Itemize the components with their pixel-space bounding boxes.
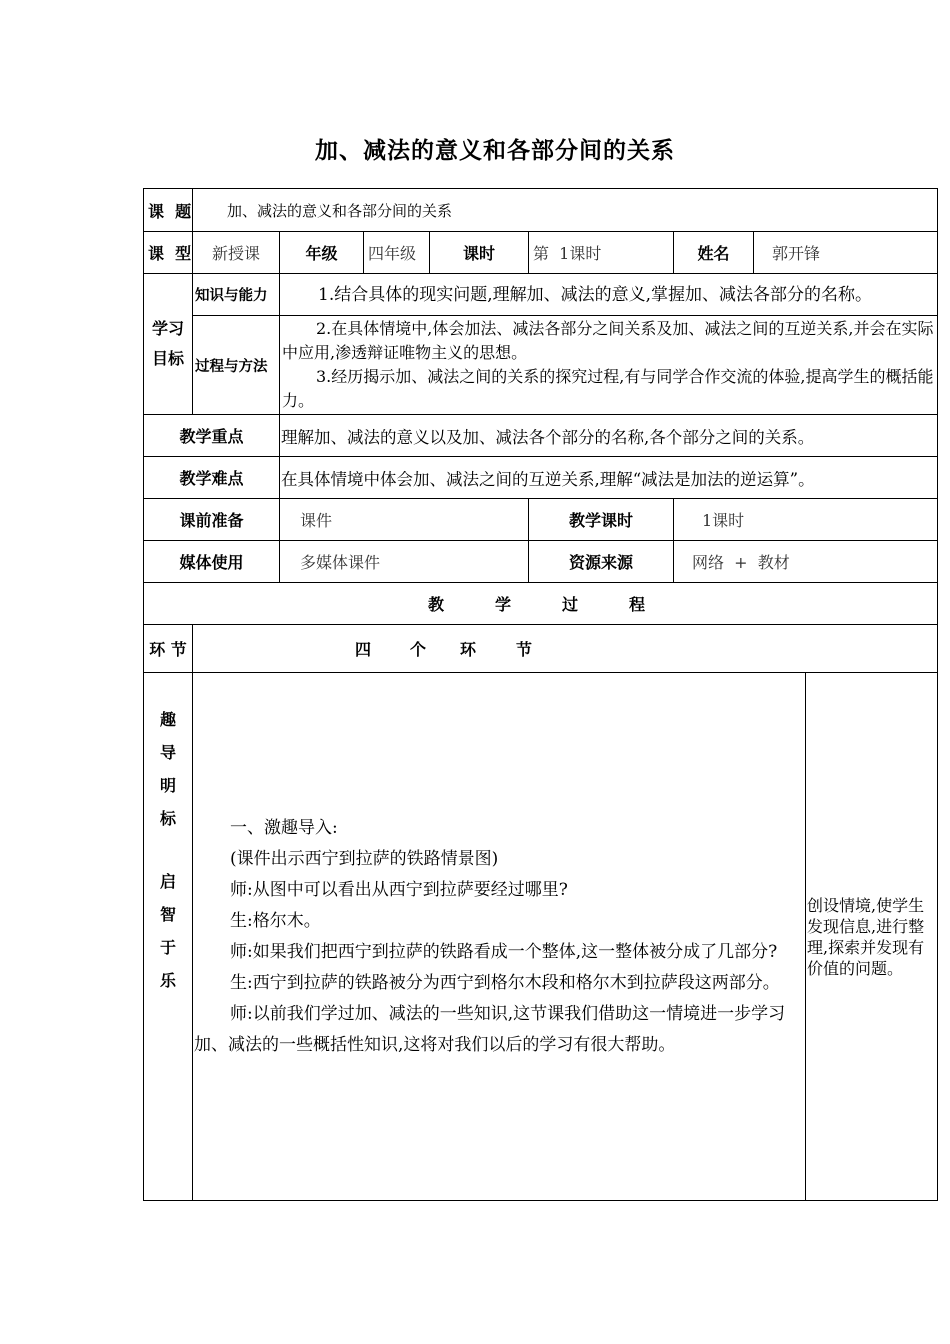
process-heading-row [144, 583, 938, 625]
period-value: 第 1课时 [529, 232, 674, 274]
process-label: 过程与方法 [193, 316, 280, 415]
knowledge-text: 1.结合具体的现实问题,理解加、减法的意义,掌握加、减法各部分的名称。 [318, 284, 873, 305]
type-label: 课 型 [144, 232, 193, 274]
hours-label: 教学课时 [529, 499, 674, 541]
source-label: 资源来源 [529, 541, 674, 583]
stage-value-char: 节 [516, 640, 533, 659]
difficulty-text: 在具体情境中体会加、减法之间的互逆关系,理解“减法是加法的逆运算”。 [280, 457, 938, 499]
objectives-label [144, 274, 193, 415]
section1-content [193, 673, 806, 1201]
process-text-cell [280, 316, 938, 415]
hours-value: 1课时 [674, 499, 938, 541]
content-line: 生:格尔木。 [230, 910, 321, 931]
topic-row [144, 189, 938, 232]
side-char: 于 [159, 938, 176, 957]
content-line: 师:如果我们把西宁到拉萨的铁路看成一个整体,这一整体被分成了几部分? [230, 941, 778, 962]
prep-value: 课件 [280, 499, 529, 541]
type-row [144, 232, 938, 274]
side-char: 标 [159, 809, 176, 828]
prep-label: 课前准备 [144, 499, 280, 541]
objectives-label-text: 学习目标 [151, 319, 184, 368]
stage-value-char: 四 [355, 640, 372, 659]
content-line: 生:西宁到拉萨的铁路被分为西宁到格尔木段和格尔木到拉萨段这两部分。 [230, 972, 780, 993]
stage-value-char: 环 [460, 640, 477, 659]
focus-row [144, 415, 938, 457]
stage-value [193, 625, 938, 673]
knowledge-text-cell [280, 274, 938, 316]
side-char: 乐 [159, 971, 176, 990]
focus-label: 教学重点 [144, 415, 280, 457]
difficulty-row [144, 457, 938, 499]
side-char: 趣 [159, 710, 176, 729]
topic-value [193, 189, 938, 232]
section1-side-label [144, 673, 193, 1201]
side-char: 导 [159, 743, 176, 762]
difficulty-label: 教学难点 [144, 457, 280, 499]
process-heading-char: 学 [495, 595, 512, 614]
content-line: 一、激趣导入: [230, 817, 338, 838]
stage-label: 环 节 [144, 625, 193, 673]
document-title: 加、减法的意义和各部分间的关系 [315, 138, 675, 164]
prep-row [144, 499, 938, 541]
name-label: 姓名 [674, 232, 754, 274]
focus-text: 理解加、减法的意义以及加、减法各个部分的名称,各个部分之间的关系。 [280, 415, 938, 457]
section1-row [144, 673, 938, 1201]
name-value: 郭开锋 [754, 232, 938, 274]
section1-note: 创设情境,使学生发现信息,进行整理,探索并发现有价值的问题。 [806, 673, 938, 1201]
process-heading [144, 583, 938, 625]
media-label: 媒体使用 [144, 541, 280, 583]
grade-value: 四年级 [364, 232, 430, 274]
side-char: 智 [159, 905, 176, 924]
process-heading-char: 过 [562, 595, 579, 614]
side-char: 明 [159, 776, 176, 795]
stage-value-char: 个 [410, 640, 427, 659]
media-row [144, 541, 938, 583]
process-heading-char: 教 [428, 595, 445, 614]
topic-label: 课 题 [144, 189, 193, 232]
type-value: 新授课 [193, 232, 280, 274]
process-heading-char: 程 [629, 595, 646, 614]
process-text-1: 2.在具体情境中,体会加法、减法各部分之间关系及加、减法之间的互逆关系,并会在实际中应用,渗透辩证唯物主义的思想。 [282, 319, 934, 362]
period-label: 课时 [430, 232, 529, 274]
topic-value-text: 加、减法的意义和各部分间的关系 [227, 201, 453, 220]
objective-knowledge-row [144, 274, 938, 316]
content-line: (课件出示西宁到拉萨的铁路情景图) [230, 848, 499, 869]
objective-process-row [144, 316, 938, 415]
process-text-2: 3.经历揭示加、减法之间的关系的探究过程,有与同学合作交流的体验,提高学生的概括能力。 [282, 367, 934, 410]
grade-label: 年级 [280, 232, 364, 274]
knowledge-label: 知识与能力 [193, 274, 280, 316]
source-value: 网络 + 教材 [674, 541, 938, 583]
content-line: 师:从图中可以看出从西宁到拉萨要经过哪里? [230, 879, 568, 900]
side-char: 启 [159, 872, 176, 891]
lesson-plan-table [143, 188, 938, 1201]
media-value: 多媒体课件 [280, 541, 529, 583]
content-line: 师:以前我们学过加、减法的一些知识,这节课我们借助这一情境进一步学习加、减法的一些概括性知识,这将对我们以后的学习有很大帮助。 [194, 1003, 786, 1055]
stage-row [144, 625, 938, 673]
